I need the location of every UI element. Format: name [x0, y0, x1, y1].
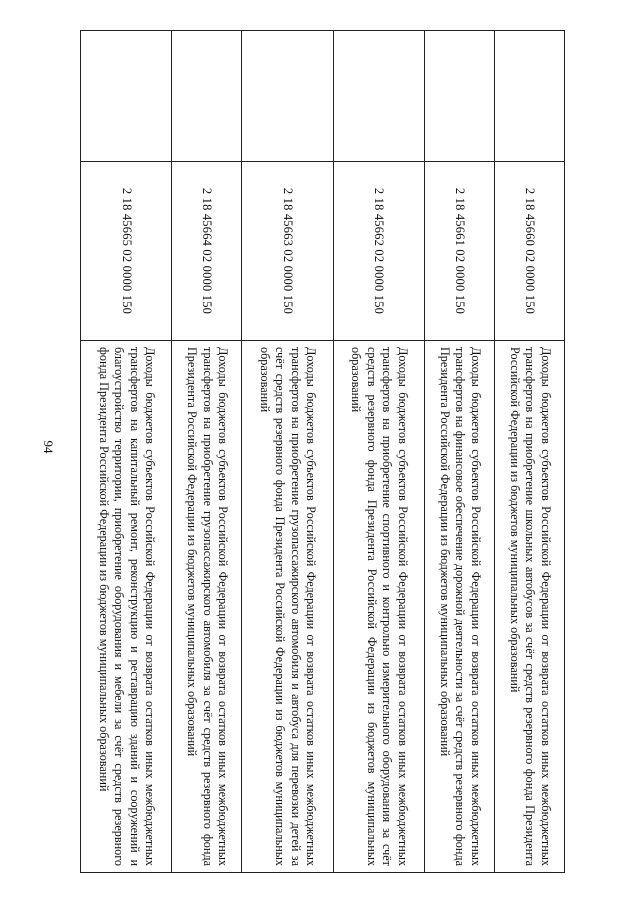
table-row — [333, 31, 424, 873]
budget-code-cell: 2 18 45661 02 0000 150 — [424, 162, 494, 341]
budget-code-cell: 2 18 45663 02 0000 150 — [242, 162, 333, 341]
budget-code-cell: 2 18 45665 02 0000 150 — [81, 162, 172, 341]
page-number: 94 — [41, 440, 56, 454]
description-cell: Доходы бюджетов субъектов Российской Федерации от возврата остатков иных межбюджетных трансфертов на приобретение грузопассажирского автомобиля и автобуса для перевозки детей за счёт средств резервного фонда Президента Российской Федерации из бюджетов муниципальных образований — [242, 341, 333, 873]
description-cell: Доходы бюджетов субъектов Российской Федерации от возврата остатков иных межбюджетных трансфертов на финансовое обеспечение дорожной деятельности за счёт средств резервного фонда Президента Российской Федерации из бюджетов муниципальных образований — [424, 341, 494, 873]
description-cell: Доходы бюджетов субъектов Российской Федерации от возврата остатков иных межбюджетных трансфертов на приобретение грузопассажирского автомобиля за счёт средств резервного фонда Президента Российской Федерации из бюджетов муниципальных образований — [172, 341, 242, 873]
empty-cell — [333, 31, 424, 162]
description-cell: Доходы бюджетов субъектов Российской Федерации от возврата остатков иных межбюджетных трансфертов на приобретение школьных автобусов за счёт средств резервного фонда Президента Российской Федерации из бюджетов муниципальных образований — [494, 341, 564, 873]
table-row — [242, 31, 333, 873]
description-cell: Доходы бюджетов субъектов Российской Федерации от возврата остатков иных межбюджетных трансфертов на капитальный ремонт, реконструкцию и реставрацию зданий и сооружений и благоустройство территории, приобретение оборудования и мебели за счёт средств резервного фонда Президента Российской Федерации из бюджетов муниципальных образований — [81, 341, 172, 873]
description-cell: Доходы бюджетов субъектов Российской Федерации от возврата остатков иных межбюджетных трансфертов на приобретение спортивного и контрольно измерительного оборудования за счёт средств резервного фонда Президента Российской Федерации из бюджетов муниципальных образований — [333, 341, 424, 873]
empty-cell — [81, 31, 172, 162]
table-row — [494, 31, 564, 873]
table-row — [424, 31, 494, 873]
table-row — [172, 31, 242, 873]
budget-code-cell: 2 18 45662 02 0000 150 — [333, 162, 424, 341]
empty-cell — [242, 31, 333, 162]
budget-codes-table — [80, 30, 565, 873]
empty-cell — [424, 31, 494, 162]
empty-cell — [494, 31, 564, 162]
empty-cell — [172, 31, 242, 162]
budget-code-cell: 2 18 45660 02 0000 150 — [494, 162, 564, 341]
table-row — [81, 31, 172, 873]
budget-code-cell: 2 18 45664 02 0000 150 — [172, 162, 242, 341]
table-rotated-wrapper — [80, 30, 565, 873]
